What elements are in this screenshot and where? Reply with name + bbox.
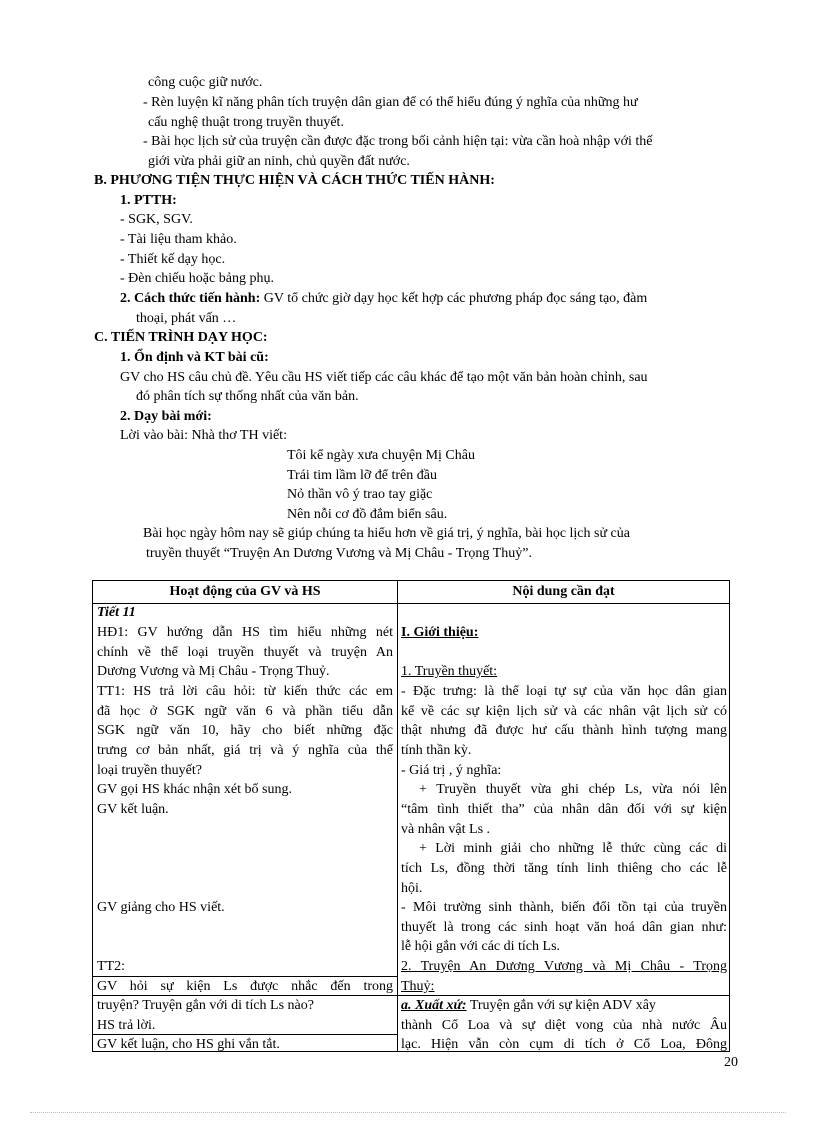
text-line: giới vừa phải giữ an ninh, chủ quyền đất nước.	[148, 154, 410, 169]
cell-text: TT2:	[97, 959, 125, 974]
poem-line: Nỏ thần vô ý trao tay giặc	[287, 487, 433, 502]
lesson-label: Tiết 11	[97, 605, 136, 620]
method-text: GV tổ chức giờ dạy học kết hợp các phương pháp đọc sáng tạo, đàm	[260, 291, 648, 306]
section-heading-c: C. TIẾN TRÌNH DẠY HỌC:	[94, 330, 268, 345]
cell-text: trưng cơ bản nhất, giá trị và ý nghĩa của thể	[97, 743, 393, 758]
text-line: - Bài học lịch sử của truyện cần được đặc trong bối cảnh hiện tại: vừa cần hoà nhập với thế	[143, 134, 653, 149]
text-line: Lời vào bài: Nhà thơ TH viết:	[120, 428, 287, 443]
text-line: đó phân tích sự thống nhất của văn bản.	[136, 389, 359, 404]
cell-text: thật nhưng đã được hư cấu thành hình tượng mang	[401, 723, 727, 738]
origin-label: a. Xuất xứ:	[401, 998, 467, 1013]
subheading-stability: 1. Ổn định và KT bài cũ:	[120, 350, 269, 365]
cell-text: + Truyền thuyết vừa ghi chép Ls, vừa nói lên	[419, 782, 727, 797]
cell-text: “tâm tình thiết tha” của nhân dân đối với sự kiện	[401, 802, 727, 817]
subsection-story-cont: Thuỷ:	[401, 979, 435, 994]
section-heading-b: B. PHƯƠNG TIỆN THỰC HIỆN VÀ CÁCH THỨC TIẾN HÀNH:	[94, 173, 495, 188]
column-divider	[397, 581, 398, 1051]
cell-text: thuyết là trong các sinh hoạt văn hoá dân gian như:	[401, 920, 727, 935]
cell-text: GV kết luận, cho HS ghi vắn tắt.	[97, 1037, 280, 1052]
origin-line	[401, 996, 727, 1016]
list-item: - Đèn chiếu hoặc bảng phụ.	[120, 271, 274, 286]
cell-text: và nhân vật Ls .	[401, 822, 491, 837]
page-bottom-border	[30, 1112, 786, 1113]
text-line: công cuộc giữ nước.	[148, 75, 263, 90]
col-header-content: Nội dung cần đạt	[512, 584, 615, 599]
cell-text: tính thần kỳ.	[401, 743, 472, 758]
method-line	[120, 289, 647, 309]
page-number: 20	[724, 1055, 738, 1070]
cell-text: thành Cổ Loa và sự diệt vong của nhà nước Âu	[401, 1018, 727, 1033]
text-line: cấu nghệ thuật trong truyền thuyết.	[148, 115, 344, 130]
cell-text: chính về thể loại truyền thuyết và truyện An	[97, 645, 393, 660]
row-divider	[93, 976, 397, 977]
cell-text: TT1: HS trả lời câu hỏi: từ kiến thức các em	[97, 684, 393, 699]
cell-text: truyện? Truyện gắn với di tích Ls nào?	[97, 998, 314, 1013]
poem-line: Trái tim lầm lỡ để trên đầu	[287, 468, 437, 483]
list-item: - SGK, SGV.	[120, 212, 193, 227]
subheading-ptth: 1. PTTH:	[120, 193, 177, 208]
row-divider	[93, 995, 397, 996]
cell-text: lạc. Hiện vẫn còn cụm di tích ở Cổ Loa, Đông	[401, 1037, 727, 1052]
method-label: 2. Cách thức tiến hành:	[120, 291, 261, 306]
cell-text: hội.	[401, 881, 423, 896]
cell-text: - Giá trị , ý nghĩa:	[401, 763, 502, 778]
cell-text: HĐ1: GV hướng dẫn HS tìm hiểu những nét	[97, 625, 393, 640]
col-header-activities: Hoạt động của GV và HS	[169, 584, 321, 599]
cell-text: - Đặc trưng: là thể loại tự sự của văn học dân gian	[401, 684, 727, 699]
cell-text: HS trả lời.	[97, 1018, 156, 1033]
list-item: - Thiết kế dạy học.	[120, 252, 226, 267]
text-line: truyền thuyết “Truyện An Dương Vương và Mị Châu - Trọng Thuỷ”.	[146, 546, 532, 561]
text-line: - Rèn luyện kĩ năng phân tích truyện dân gian để có thể hiểu đúng ý nghĩa của những hư	[143, 95, 638, 110]
cell-text: GV giảng cho HS viết.	[97, 900, 225, 915]
cell-text: + Lời minh giải cho những lễ thức cùng các di	[419, 841, 727, 856]
cell-text: GV hỏi sự kiện Ls được nhắc đến trong	[97, 979, 393, 994]
subheading-new-lesson: 2. Dạy bài mới:	[120, 409, 212, 424]
text-line: thoại, phát vấn …	[136, 311, 237, 326]
text-line: GV cho HS câu chủ đề. Yêu cầu HS viết tiếp các câu khác để tạo một văn bản hoàn chỉnh, sau	[120, 370, 648, 385]
cell-text: GV kết luận.	[97, 802, 169, 817]
cell-text: - Môi trường sinh thành, biến đổi tồn tại của truyền	[401, 900, 727, 915]
cell-text: Dương Vương và Mị Châu - Trọng Thuỷ.	[97, 664, 330, 679]
origin-text: Truyện gắn với sự kiện ADV xây	[466, 998, 656, 1013]
row-divider	[93, 1034, 397, 1035]
poem-line: Tôi kể ngày xưa chuyện Mị Châu	[287, 448, 475, 463]
lesson-table	[92, 580, 730, 1052]
cell-text: lễ hội gắn với các di tích Ls.	[401, 939, 561, 954]
list-item: - Tài liệu tham khảo.	[120, 232, 237, 247]
subsection-story: 2. Truyện An Dương Vương và Mị Châu - Trọng	[401, 959, 727, 974]
cell-text: SGK ngữ văn 10, hãy cho biết những đặc	[97, 723, 393, 738]
cell-text: đã học ở SGK ngữ văn 6 và phần tiểu dẫn	[97, 704, 393, 719]
section-title-intro: I. Giới thiệu:	[401, 625, 479, 640]
poem-line: Nên nỗi cơ đồ đắm biển sâu.	[287, 507, 448, 522]
cell-text: loại truyền thuyết?	[97, 763, 202, 778]
subsection-legend: 1. Truyền thuyết:	[401, 664, 498, 679]
cell-text: GV gọi HS khác nhận xét bổ sung.	[97, 782, 292, 797]
cell-text: tích Ls, đồng thời tăng tính linh thiêng cho các lễ	[401, 861, 727, 876]
text-line: Bài học ngày hôm nay sẽ giúp chúng ta hiểu hơn về giá trị, ý nghĩa, bài học lịch sử của	[143, 526, 630, 541]
cell-text: kể về các sự kiện lịch sử và các nhân vật lịch sử có	[401, 704, 727, 719]
